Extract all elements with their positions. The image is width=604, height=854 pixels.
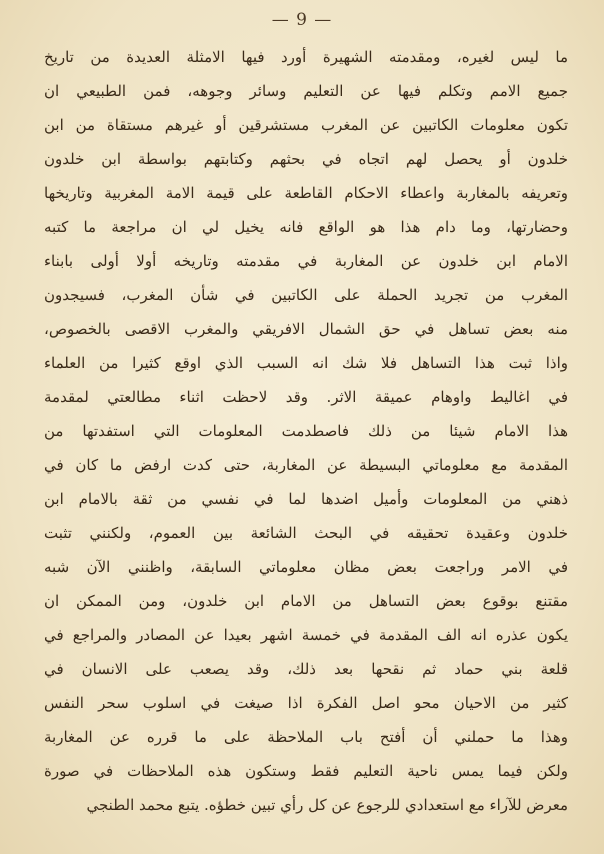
- text-line: خلدون وعقيدة تحقيقه في البحث الشائعة بين العموم، ولكنني تثبت: [44, 524, 568, 542]
- text-line: واذا ثبت هذا التساهل فلا شك انه السبب الذي اوقع كثيرا من العلماء: [44, 354, 568, 372]
- text-line: يكون عذره انه الف المقدمة في خمسة اشهر بعيدا عن المصادر والمراجع في: [44, 626, 568, 644]
- text-line: وهذا ما حملني أن أفتح باب الملاحظة على ما قرره عن المغاربة: [44, 728, 568, 746]
- text-line: ولكن فيما يمس ناحية التعليم فقط وستكون هذه الملاحظات في صورة: [44, 762, 568, 780]
- text-line: مقتنع بوقوع بعض التساهل من الامام ابن خلدون، ومن الممكن ان: [44, 592, 568, 610]
- text-line: جميع الامم وتكلم فيها عن التعليم وسائر وجوهه، فمن الطبيعي ان: [44, 82, 568, 100]
- text-line: المغرب من تجريد الحملة على الكاتبين في شأن المغرب، فسيجدون: [44, 286, 568, 304]
- text-line: ذهني من المعلومات وأميل اضدها لما في نفسي من ثقة بالامام ابن: [44, 490, 568, 508]
- text-line: هذا الامام شيئا من ذلك فاصطدمت المعلومات التي استفدتها من: [44, 422, 568, 440]
- body-text: [44, 40, 568, 822]
- text-line: منه بعض تساهل في حق الشمال الافريقي والمغرب الاقصى بالخصوص،: [44, 320, 568, 338]
- text-line: ما ليس لغيره، ومقدمته الشهيرة أورد فيها الامثلة العديدة من تاريخ: [44, 48, 568, 66]
- text-line: خلدون أو يحصل لهم اتجاه في بحثهم وكتابتهم بواسطة ابن خلدون: [44, 150, 568, 168]
- text-line: المقدمة مع معلوماتي البسيطة عن المغاربة، حتى كدت ارفض ما كان في: [44, 456, 568, 474]
- text-line: تكون معلومات الكاتبين عن المغرب مستشرقين أو غيرهم مستقاة من ابن: [44, 116, 568, 134]
- text-line: كثير من الاحيان محو اصل الفكرة اذا صيغت في اسلوب سحر النفس: [44, 694, 568, 712]
- text-line: في اغاليط واوهام عميقة الاثر. وقد لاحظت اثناء مطالعتي لمقدمة: [44, 388, 568, 406]
- text-line-signature: معرض للآراء مع استعدادي للرجوع عن كل رأي تبين خطؤه. يتبع محمد الطنجي: [86, 796, 568, 814]
- page-number: — 9 —: [271, 10, 333, 30]
- text-line: وحضارتها، وما دام هذا هو الواقع فانه يخيل لي ان مراجعة ما كتبه: [44, 218, 568, 236]
- text-line: قلعة بني حماد ثم نقحها بعد ذلك، وقد يصعب على الانسان في: [44, 660, 568, 678]
- text-line: في الامر وراجعت بعض مظان معلوماتي السابقة، واظنني الآن شبه: [44, 558, 568, 576]
- text-line: الامام ابن خلدون عن المغاربة في مقدمته وتاريخه أولا أولى بابناء: [44, 252, 568, 270]
- text-line: وتعريفه بالمغاربة واعطاء الاحكام القاطعة على قيمة الامة المغربية وتاريخها: [44, 184, 568, 202]
